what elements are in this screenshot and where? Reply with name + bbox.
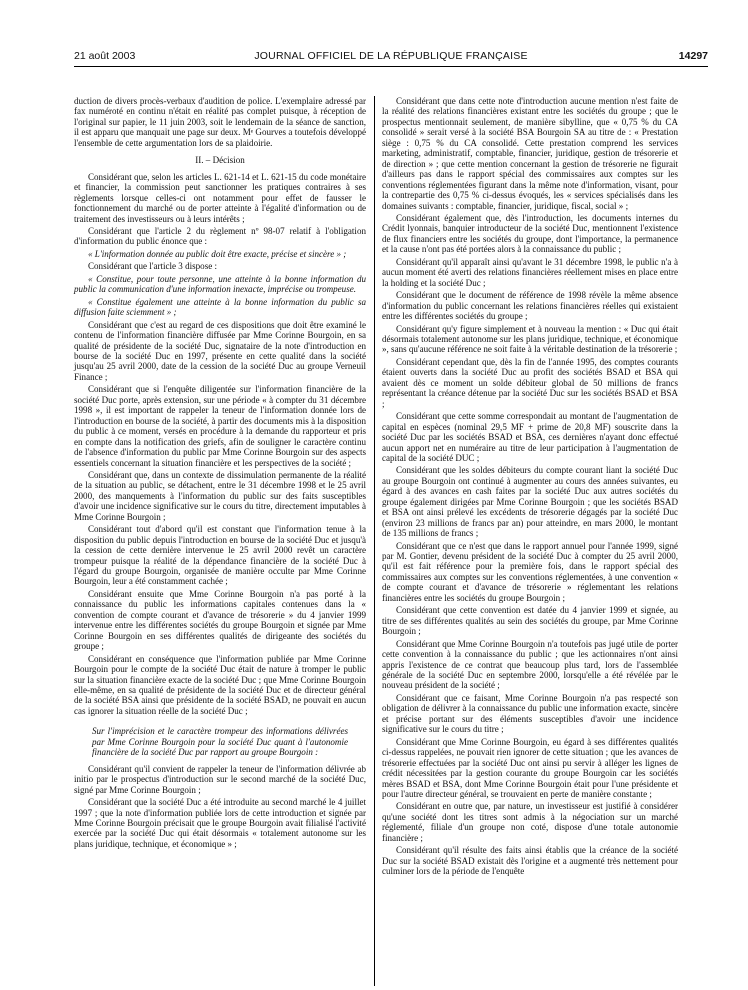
header-date: 21 août 2003 <box>74 50 136 62</box>
quote: « Constitue également une atteinte à la bonne information du public sa diffusion faite sciemment » ; <box>74 296 366 318</box>
paragraph: Considérant qu'il apparaît ainsi qu'avant le 31 décembre 1998, le public n'a à aucun moment été averti des relations financières réellement mises en place entre la holding et la société Duc ; <box>382 256 678 288</box>
paragraph: Considérant que les soldes débiteurs du compte courant liant la société Duc au groupe Bourgoin ont continué à augmenter au cours des années suivantes, eu égard à des avances en cash faites par la société Duc aux autres sociétés du groupe également dirigées par Mme Corinne Bourgoin ; que les sociétés BSAD et BSA ont ainsi prélevé les excédents de trésorerie dégagés par la société Duc (environ 23 millions de francs par an) pour atteindre, en mars 2000, le montant de 135 millions de francs ; <box>382 465 678 539</box>
paragraph: Considérant que ce faisant, Mme Corinne Bourgoin n'a pas respecté son obligation de délivrer à la connaissance du public une information exacte, sincère et précise portant sur des éléments susceptibles d'avoir une incidence significative sur le cours du titre ; <box>382 692 678 735</box>
paragraph: duction de divers procès-verbaux d'audition de police. L'exemplaire adressé par fax numéroté en continu n'était en réalité pas complet puisque, à réception de l'original sur papier, le 11 juin 2003, soit le lendemain de la séance de sanction, il est apparu que manquait une page sur deux. Mᵉ Gourves a toutefois développé l'ensemble de cette argumentation lors de sa plaidoirie. <box>74 96 366 148</box>
paragraph: Considérant que cette convention est datée du 4 janvier 1999 et signée, au titre de ses différentes qualités au sein des sociétés du groupe, par Mme Corinne Bourgoin ; <box>382 605 678 637</box>
column-divider <box>374 96 375 986</box>
paragraph: Considérant que c'est au regard de ces dispositions que doit être examiné le contenu de l'information financière diffusée par Mme Corinne Bourgoin, en sa qualité de présidente de la société Duc, signataire de la note d'introduction en bourse de la société Duc en 1997, présente en cette qualité dans la société jusqu'au 25 avril 2000, date de la cession de la société Duc au groupe Verneuil Finance ; <box>74 319 366 382</box>
paragraph: Considérant également que, dès l'introduction, les documents internes du Crédit lyonnais, banquier introducteur de la société Duc, mentionnent l'existence de flux financiers entre les sociétés du groupe, dont l'importance, la permanence et la cause n'ont pas été portées alors à la connaissance du public ; <box>382 212 678 255</box>
header-rule <box>74 66 708 67</box>
paragraph: Considérant en conséquence que l'information publiée par Mme Corinne Bourgoin pour le compte de la société Duc était de nature à tromper le public sur la situation financière exacte de la société Duc ; que Mme Corinne Bourgoin elle-même, en sa qualité de présidente de la société Duc et de directeur général de la société BSA ainsi que présidente de la société BSAD, ne pouvait en aucun cas ignorer la situation réelle de la société Duc ; <box>74 653 366 716</box>
paragraph: Considérant que dans cette note d'introduction aucune mention n'est faite de la réalité des relations financières existant entre les sociétés du groupe ; que le prospectus mentionnait seulement, de manière sibylline, que « 0,75 % du CA consolidé » serait versé à la société BSA Bourgoin SA au titre de : « Prestation siège : 0,75 % du CA consolidé. Cette prestation comprend les services marketing, administratif, comptable, financier, juridique, gestion de trésorerie et de direction » ; que cette mention concernant la gestion de trésorerie ne figurait d'ailleurs pas dans le rapport spécial des commissaires aux comptes sur les conventions réglementées figurant dans la même note d'information, visant, pour la contrepartie des 0,75 % ci-dessus évoqués, les « services spécialisés dans les domaines suivants : comptable, financier, juridique, fiscal, social » ; <box>382 96 678 211</box>
quote: « L'information donnée au public doit être exacte, précise et sincère » ; <box>88 248 347 259</box>
paragraph: Considérant que l'article 2 du règlement nº 98-07 relatif à l'obligation d'information du public énonce que : <box>74 225 366 247</box>
paragraph: Considérant que cette somme correspondait au montant de l'augmentation de capital en espèces (nominal 29,5 MF + prime de 20,8 MF) souscrite dans la société Duc par les sociétés BSAD et BSA, ces dernières n'ayant donc effectué aucun apport net en numéraire au titre de leur participation à l'augmentation de capital de la société DUC ; <box>382 411 678 463</box>
paragraph: Considérant cependant que, dès la fin de l'année 1995, des comptes courants étaient ouverts dans la société Duc au profit des sociétés BSAD et BSA qui avaient dès ce moment un solde débiteur global de 50 millions de francs représentant la créance détenue par la société Duc sur les sociétés BSAD et BSA ; <box>382 356 678 409</box>
paragraph: Considérant que le document de référence de 1998 révèle la même absence d'information du public concernant les relations financières réelles qui existaient entre les différentes sociétés du groupe ; <box>382 290 678 322</box>
paragraph: Considérant que ce n'est que dans le rapport annuel pour l'année 1999, signé par M. Gontier, devenu président de la société Duc à compter du 25 avril 2000, qu'il est fait référence pour la première fois, dans le rapport spécial des commissaires aux comptes sur les conventions réglementées, à une convention « de compte courant et d'avance de trésorerie » réglementant les relations financières entre les sociétés du groupe Bourgoin ; <box>382 540 678 603</box>
paragraph: Considérant que si l'enquête diligentée sur l'information financière de la société Duc porte, après extension, sur une période « à compter du 31 décembre 1998 », il est important de rappeler la teneur de l'information donnée lors de l'introduction en bourse de la société, à partir des documents mis à la disposition du public à ce moment, versés en procédure à la demande du rapporteur et pris en compte dans la notification des griefs, afin de souligner le caractère continu de l'absence d'information du public par Mme Corinne Bourgoin sur des aspects essentiels concernant la situation financière et les perspectives de la société ; <box>74 384 366 468</box>
right-column <box>382 96 678 879</box>
paragraph: Considérant qu'il résulte des faits ainsi établis que la créance de la société Duc sur la société BSAD existait dès l'origine et a augmenté très nettement pour culminer lors de la période de l'enquête <box>382 845 678 877</box>
paragraph: Considérant tout d'abord qu'il est constant que l'information tenue à la disposition du public depuis l'introduction en bourse de la société Duc et jusqu'à la cession de cette dernière intervenue le 25 avril 2000 revêt un caractère trompeur puisque la réalité de la dépendance financière de la société Duc à l'égard du groupe Bourgoin, organisée de manière occulte par Mme Corinne Bourgoin, leur a été constamment cachée ; <box>74 524 366 587</box>
header-journal-title: JOURNAL OFFICIEL DE LA RÉPUBLIQUE FRANÇAISE <box>254 50 528 62</box>
left-column <box>74 96 366 851</box>
paragraph: Considérant ensuite que Mme Corinne Bourgoin n'a pas porté à la connaissance du public les informations capitales contenues dans la « convention de compte courant et d'avance de trésorerie » du 4 janvier 1999 intervenue entre les différentes sociétés du groupe Bourgoin et signée par Mme Corinne Bourgoin en ses différentes qualités de dirigeante des sociétés du groupe ; <box>74 588 366 652</box>
subheading: Sur l'imprécision et le caractère trompeur des informations délivrées par Mme Corinne Bourgoin pour la société Duc quant à l'autonomie financière de la société Duc par rapport au groupe Bourgoin : <box>92 726 348 758</box>
paragraph: Considérant que Mme Corinne Bourgoin, eu égard à ses différentes qualités ci-dessus rappelées, ne pouvait rien ignorer de cette situation ; que les avances de trésorerie effectuées par la société Duc ont ainsi pu servir à alléger les lignes de crédit nécessitées par la gestion courante du groupe Bourgoin car les sociétés mères BSAD et BSA, dont Mme Corinne Bourgoin était pour l'une présidente et pour l'autre directeur général, se trouvaient en perte de manière constante ; <box>382 736 678 799</box>
paragraph: Considérant en outre que, par nature, un investisseur est justifié à considérer qu'une société dont les titres sont admis à la négociation sur un marché réglementé, filiale d'un groupe non coté, dispose d'une totale autonomie financière ; <box>382 801 678 843</box>
paragraph: Considérant qu'y figure simplement et à nouveau la mention : « Duc qui était désormais totalement autonome sur les plans juridique, technique, et économique », sans qu'aucune référence ne soit faite à la véritable destination de la trésorerie ; <box>382 323 678 355</box>
paragraph: Considérant que l'article 3 dispose : <box>88 261 218 272</box>
paragraph: Considérant que la société Duc a été introduite au second marché le 4 juillet 1997 ; que la note d'information publiée lors de cette introduction et signée par Mme Corinne Bourgoin précisait que le groupe Bourgoin avait filialisé l'activité exercée par la société Duc qui était désormais « totalement autonome sur les plans juridique, technique, et économique » ; <box>74 797 366 849</box>
quote: « Constitue, pour toute personne, une atteinte à la bonne information du public la communication d'une information inexacte, imprécise ou trompeuse. <box>74 273 366 295</box>
paragraph: Considérant qu'il convient de rappeler la teneur de l'information délivrée ab initio par le prospectus d'introduction sur le second marché de la société Duc, signé par Mme Corinne Bourgoin ; <box>74 763 366 795</box>
paragraph: Considérant que, dans un contexte de dissimulation permanente de la réalité de la situation au public, se détachent, entre le 31 décembre 1998 et le 25 avril 2000, des manquements à l'information du public sur des faits susceptibles d'avoir une incidence significative sur le cours du titre, directement imputables à Mme Corinne Bourgoin ; <box>74 469 366 522</box>
paragraph: Considérant que Mme Corinne Bourgoin n'a toutefois pas jugé utile de porter cette convention à la connaissance du public ; que les actionnaires n'ont ainsi appris l'existence de ce contrat que beaucoup plus tard, lors de l'assemblée générale de la société Duc en septembre 2000, lorsqu'elle a été révélée par le nouveau président de la société ; <box>382 638 678 691</box>
paragraph: Considérant que, selon les articles L. 621-14 et L. 621-15 du code monétaire et financier, la commission peut sanctionner les pratiques contraires à ses règlements lorsque celles-ci ont notamment pour effet de fausser le fonctionnement du marché ou de porter atteinte à l'égalité d'information ou de traitement des investisseurs ou à leurs intérêts ; <box>74 171 366 224</box>
header-page-number: 14297 <box>678 50 708 62</box>
section-title: II. – Décision <box>195 155 245 166</box>
